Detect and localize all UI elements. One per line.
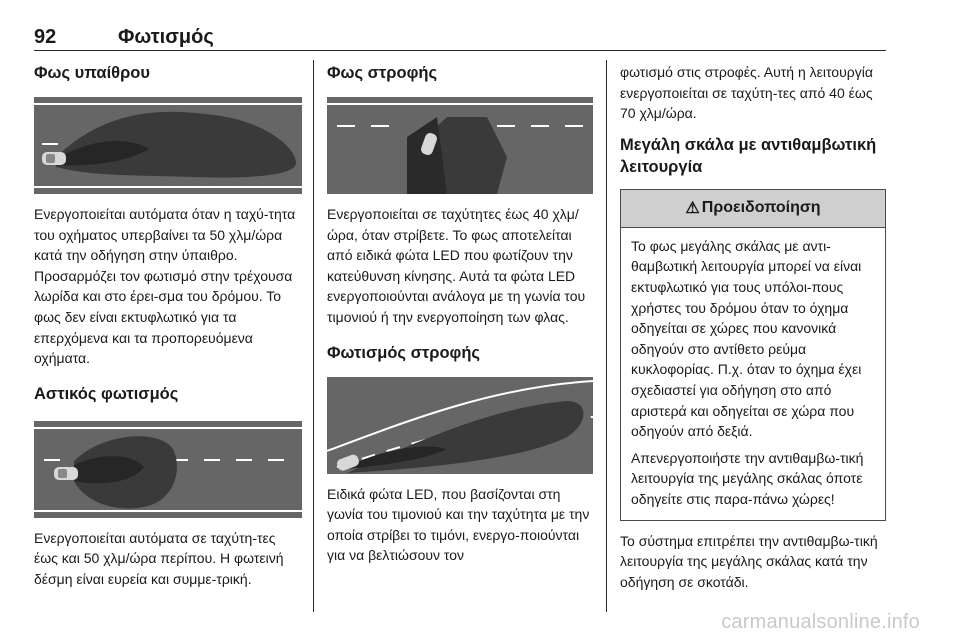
warning-box	[620, 189, 886, 521]
paragraph-turn-light: Ενεργοποιείται σε ταχύτητες έως 40 χλμ/ώρα, όταν στρίβετε. Το φως αποτελείται από ειδικά φώτα LED που φωτίζουν την κατεύθυνση κίνησης. Αυτά τα φώτα LED ενεργοποιούνται ανάλογα με τη γωνία του τιμονιού ή την ενεργοποίηση των φλας.	[327, 206, 586, 325]
illustration-turn-light	[327, 97, 593, 194]
warning-triangle-icon: ⚠	[685, 200, 700, 218]
page-number: 92	[34, 26, 57, 48]
column-divider-1	[313, 60, 314, 612]
warning-body	[621, 228, 885, 520]
paragraph-country-light: Ενεργοποιείται αυτόματα όταν η ταχύ-τητα του οχήματος υπερβαίνει τα 50 χλμ/ώρα κατά την οδήγηση στην ύπαιθρο. Προσαρμόζει τον φωτισμό στην τρέχουσα λωρίδα και στο έρει-σμα του δρόμου. Το φως δεν είναι εκτυφλωτικό για τα επερχόμενα και τα προπορευόμενα οχήματα.	[34, 206, 296, 367]
heading-high-beam-assist: Μεγάλη σκάλα με αντιθαμβωτική λειτουργία	[620, 135, 877, 176]
illustration-town-light	[34, 421, 302, 518]
column-1	[34, 62, 302, 590]
header-rule	[34, 50, 886, 51]
column-divider-2	[606, 60, 607, 612]
column-2	[327, 62, 593, 566]
watermark: carmanualsonline.info	[721, 611, 920, 633]
heading-turn-light: Φως στροφής	[327, 64, 438, 82]
paragraph-cornering-continued: φωτισμό στις στροφές. Αυτή η λειτουργία ενεργοποιείται σε ταχύτη-τες από 40 έως 70 χλμ/ώρα.	[620, 64, 873, 122]
paragraph-cornering-light: Ειδικά φώτα LED, που βασίζονται στη γωνία του τιμονιού και την ταχύτητα με την οποία στρίβει το τιμόνι, ενεργο-ποιούνται για να βελτιώσουν τον	[327, 485, 590, 564]
warning-header	[621, 190, 885, 228]
paragraph-system-dark: Το σύστημα επιτρέπει την αντιθαμβω-τική λειτουργία της μεγάλης σκάλας κατά την οδήγηση σε σκοτάδι.	[620, 532, 878, 590]
page-title: Φωτισμός	[118, 26, 214, 48]
illustration-cornering-light	[327, 377, 593, 474]
warning-title: Προειδοποίηση	[701, 199, 821, 217]
illustration-country-light	[34, 97, 302, 194]
warning-paragraph-2: Απενεργοποιήστε την αντιθαμβω-τική λειτουργία της μεγάλης σκάλας όποτε οδηγείτε στις παρα-πάνω χώρες!	[631, 449, 864, 507]
heading-town-light: Αστικός φωτισμός	[34, 384, 179, 403]
heading-cornering-light: Φωτισμός στροφής	[327, 343, 480, 362]
car-icon	[42, 152, 66, 165]
car-icon	[54, 467, 78, 480]
heading-country-light: Φως υπαίθρου	[34, 64, 150, 82]
column-3	[620, 62, 886, 592]
warning-paragraph-1: Το φως μεγάλης σκάλας με αντι-θαμβωτική λειτουργία μπορεί να είναι εκτυφλωτικό για τους υπόλοι-πους χρήστες του δρόμου όταν το όχημα οδηγείται σε χώρες που κανονικά οδηγούν στο αντίθετο ρεύμα κυκλοφορίας. Π.χ. όταν το όχημα έχει σχεδιαστεί για οδήγηση στο από αριστερά και οδηγείται σε χώρα που οδηγούν από δεξιά.	[631, 237, 862, 440]
paragraph-town-light: Ενεργοποιείται αυτόματα σε ταχύτη-τες έως και 50 χλμ/ώρα περίπου. Η φωτεινή δέσμη είναι ευρεία και συμμε-τρική.	[34, 529, 284, 587]
